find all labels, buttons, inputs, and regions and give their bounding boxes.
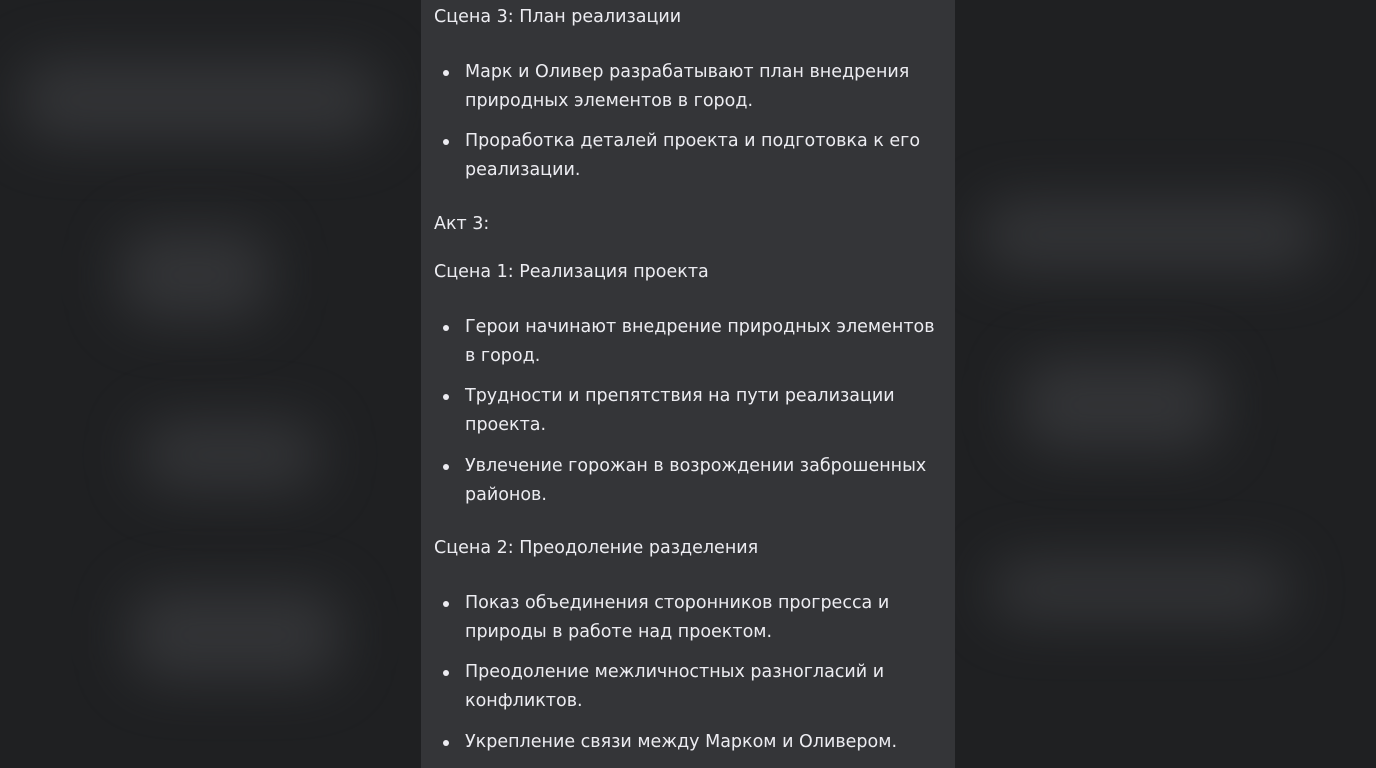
list-item-text: Укрепление связи между Марком и Оливером. — [465, 732, 898, 752]
message-panel — [421, 0, 955, 768]
blurred-shape — [990, 560, 1290, 620]
blurred-shape — [130, 590, 340, 680]
list-item-text: Проработка деталей проекта и подготовка к его реализации. — [465, 131, 921, 180]
list-item-text: Марк и Оливер разрабатывают план внедрения природных элементов в город. — [465, 62, 910, 111]
bullet-icon — [443, 601, 449, 607]
blurred-shape — [1020, 360, 1220, 450]
list-item-text: Преодоление межличностных разногласий и конфликтов. — [465, 662, 885, 711]
scene-heading: Сцена 1: Реализация проекта — [434, 262, 709, 282]
scene-heading: Сцена 2: Преодоление разделения — [434, 538, 759, 558]
list-item-text: Герои начинают внедрение природных элементов в город. — [465, 317, 935, 366]
blurred-shape — [20, 60, 380, 140]
scene-heading: Сцена 3: План реализации — [434, 7, 682, 27]
bullet-icon — [443, 740, 449, 746]
blurred-shape — [140, 420, 320, 490]
bullet-icon — [443, 394, 449, 400]
act-heading: Акт 3: — [434, 214, 490, 234]
bullet-icon — [443, 464, 449, 470]
list-item-text: Трудности и препятствия на пути реализации проекта. — [465, 386, 895, 435]
bullet-icon — [443, 670, 449, 676]
list-item-text: Увлечение горожан в возрождении заброшенных районов. — [465, 456, 927, 505]
bullet-icon — [443, 325, 449, 331]
bullet-icon — [443, 139, 449, 145]
blurred-shape — [980, 200, 1320, 270]
bullet-icon — [443, 70, 449, 76]
list-item-text: Показ объединения сторонников прогресса и природы в работе над проектом. — [465, 593, 890, 642]
blurred-shape — [120, 230, 270, 320]
